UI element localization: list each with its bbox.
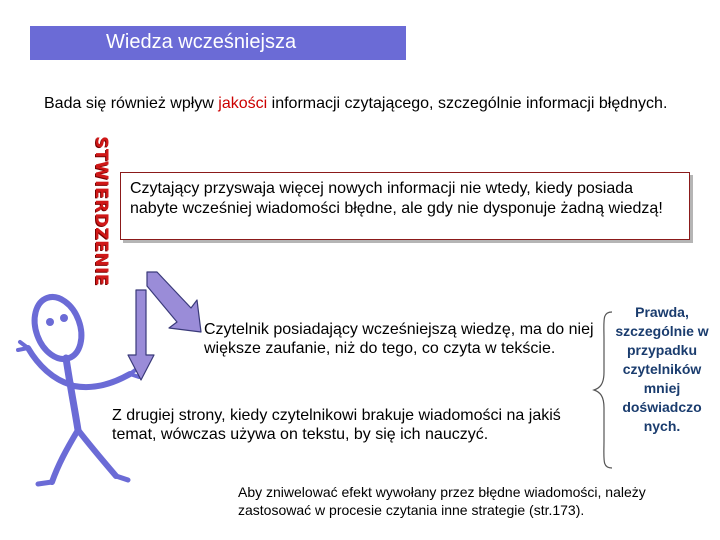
stamp xyxy=(86,136,116,286)
side-note: Prawda, szczególnie w przypadku czytelników mniej doświadczo nych. xyxy=(615,304,709,434)
intro-paragraph xyxy=(44,94,694,114)
claim-text: Czytający przyswaja więcej nowych informacji nie wtedy, kiedy posiada nabyte wcześniej wiadomości błędne, ale gdy nie dysponuje żadną wiedzą! xyxy=(130,180,663,217)
page-title: Wiedza wcześniejsza xyxy=(106,31,297,53)
intro-highlight: jakości xyxy=(218,95,268,112)
point-missing-knowledge: Z drugiej strony, kiedy czytelnikowi brakuje wiadomości na jakiś temat, wówczas używa on tekstu, by się ich nauczyć. xyxy=(112,407,561,443)
bottom-note: Aby zniwelować efekt wywołany przez błędne wiadomości, należy zastosować w procesie czytania inne strategie (str.173). xyxy=(238,484,646,518)
point-prior-knowledge: Czytelnik posiadający wcześniejszą wiedzę, ma do niej większe zaufanie, niż do tego, co czyta w tekście. xyxy=(204,321,594,357)
claim-box xyxy=(120,172,690,240)
stamp-text: STWIERDZENIE xyxy=(91,136,111,286)
title-bar xyxy=(30,26,406,60)
intro-text-start: Bada się również wpływ xyxy=(44,95,219,112)
intro-text-end: informacji czytającego, szczególnie informacji błędnych. xyxy=(267,95,668,112)
